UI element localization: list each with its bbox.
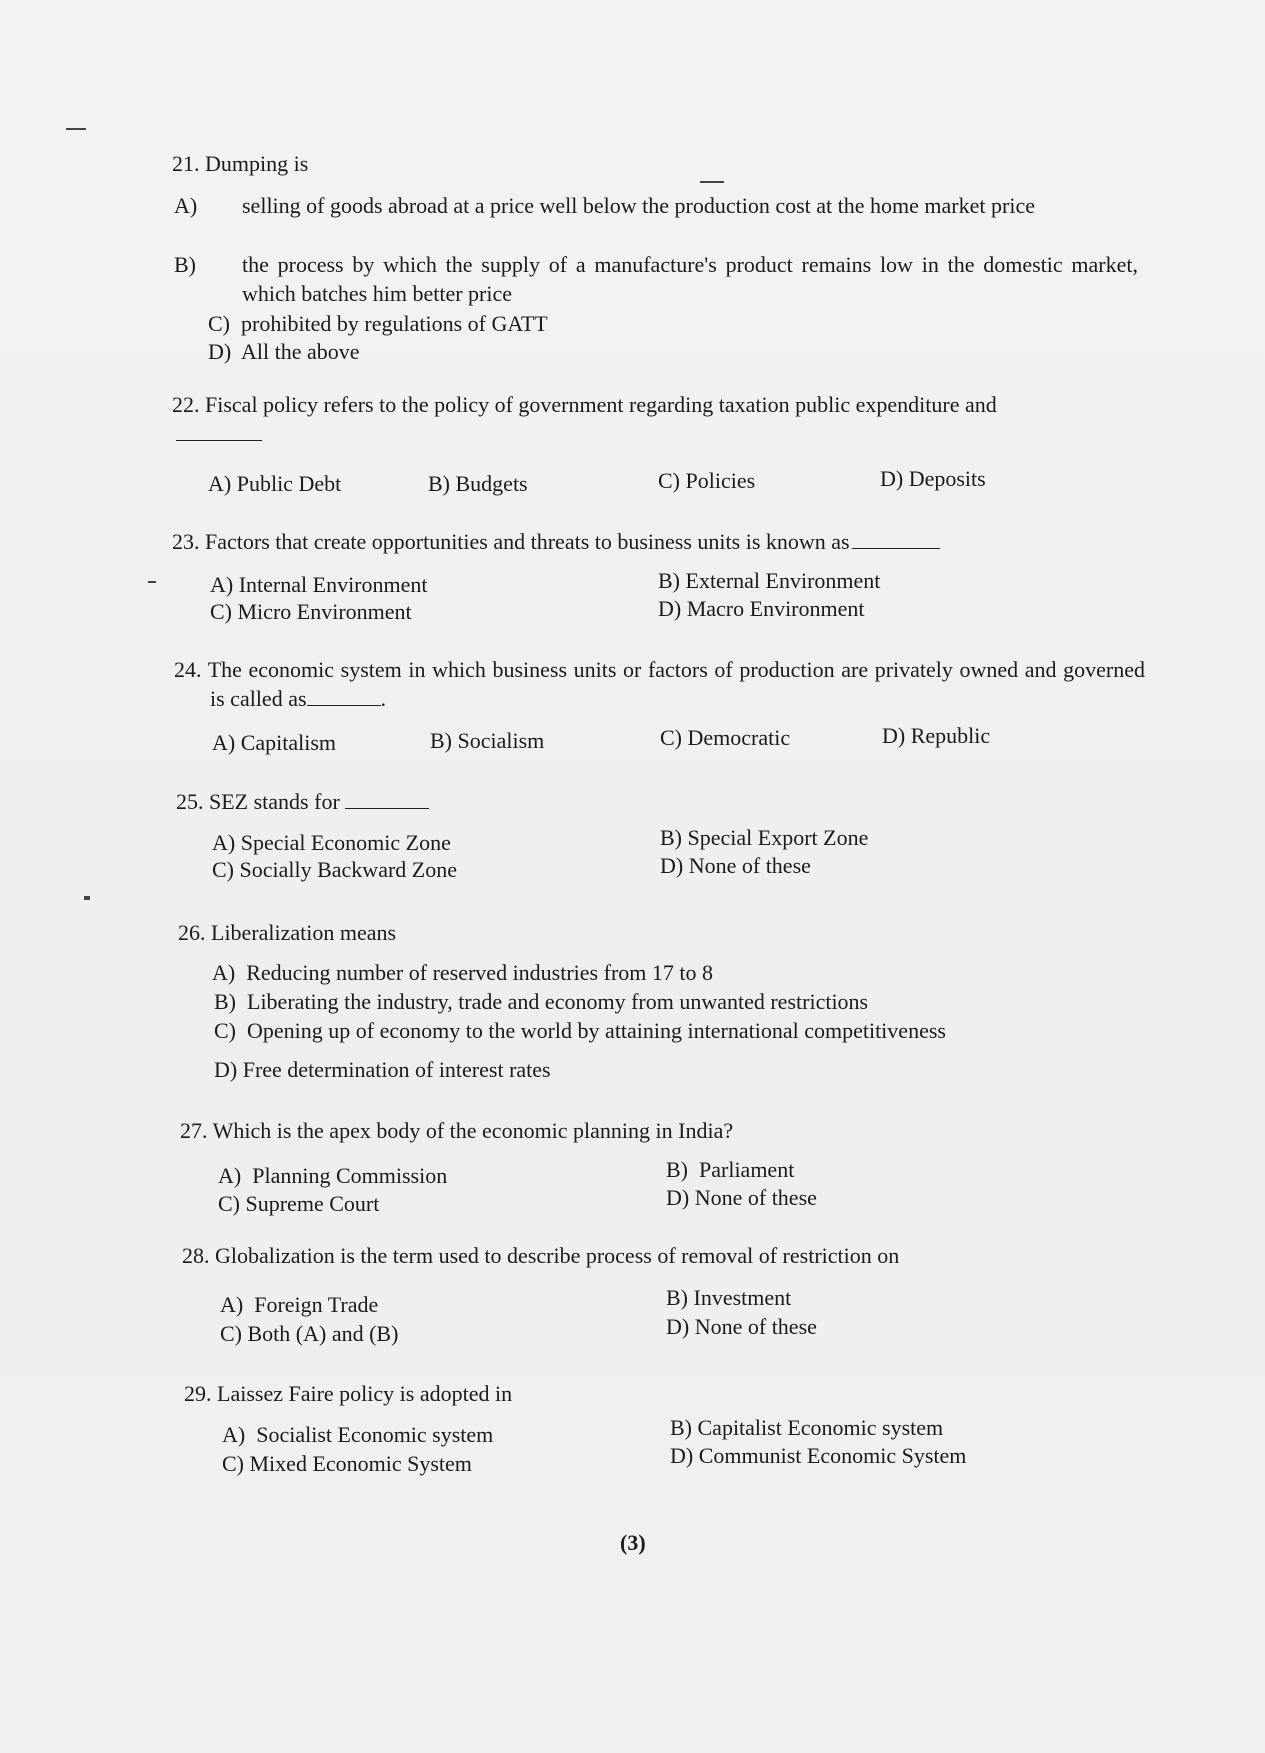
option-text: Opening up of economy to the world by attaining international competitiveness: [247, 1018, 946, 1043]
option-label: C): [660, 725, 682, 750]
option-label: D): [666, 1185, 690, 1210]
question-text: Fiscal policy refers to the policy of government regarding taxation public expenditure and: [205, 392, 997, 417]
option-22c: [658, 467, 755, 495]
option-label: A): [210, 572, 234, 597]
question-number: 26.: [178, 920, 206, 945]
answer-blank: [176, 420, 262, 441]
option-26b: [214, 988, 868, 1016]
option-text: Capitalism: [240, 730, 337, 755]
option-text: Socialism: [457, 728, 545, 753]
option-label: C): [214, 1018, 236, 1043]
option-label: A): [212, 960, 236, 985]
option-28d: [666, 1313, 817, 1341]
question-28: [182, 1241, 899, 1270]
option-27b: [666, 1156, 794, 1184]
option-text: Planning Commission: [252, 1163, 448, 1188]
option-text: Foreign Trade: [254, 1292, 379, 1317]
option-label: B): [430, 728, 452, 753]
question-27: [180, 1116, 733, 1145]
option-label: B): [666, 1285, 688, 1310]
option-26d: [214, 1056, 551, 1084]
option-text: Parliament: [699, 1157, 795, 1182]
option-label: D): [214, 1057, 238, 1082]
option-label: D): [882, 723, 906, 748]
option-label: A): [220, 1292, 244, 1317]
option-29a: [222, 1421, 493, 1449]
option-label: B): [660, 825, 682, 850]
option-text: Communist Economic System: [698, 1443, 967, 1468]
option-text: Budgets: [455, 471, 528, 496]
option-text: Socialist Economic system: [256, 1422, 494, 1447]
question-text: The economic system in which business units or factors of production are privately owned and governed is called as: [207, 657, 1146, 711]
question-text: Globalization is the term used to describe process of removal of restriction on: [215, 1243, 900, 1268]
option-24a: [212, 729, 336, 757]
question-number: 21.: [172, 151, 200, 176]
option-text: Reducing number of reserved industries from 17 to 8: [246, 960, 713, 985]
option-label: D): [670, 1443, 694, 1468]
option-26c: [214, 1017, 946, 1045]
option-label: B): [666, 1157, 688, 1182]
option-label: A): [212, 730, 236, 755]
option-label: B): [670, 1415, 692, 1440]
option-text: Free determination of interest rates: [242, 1057, 551, 1082]
question-number: 28.: [182, 1243, 210, 1268]
option-26a: [212, 959, 713, 987]
option-text: None of these: [688, 853, 811, 878]
option-28b: [666, 1284, 791, 1312]
option-29d: [670, 1442, 966, 1470]
option-label: C): [208, 311, 230, 336]
option-text: Socially Backward Zone: [239, 857, 457, 882]
question-26: [178, 918, 396, 947]
option-text: prohibited by regulations of GATT: [241, 311, 548, 336]
question-number: 22.: [172, 392, 200, 417]
answer-blank: [345, 788, 429, 809]
option-text: None of these: [694, 1314, 817, 1339]
question-number: 27.: [180, 1118, 208, 1143]
option-text: selling of goods abroad at a price well below the production cost at the home market price: [242, 193, 1035, 218]
option-label: D): [880, 466, 904, 491]
option-label: B): [174, 252, 196, 277]
option-28a: [220, 1291, 378, 1319]
option-27c: [218, 1190, 379, 1218]
option-29c: [222, 1450, 472, 1478]
answer-blank: [852, 528, 940, 549]
question-25: [176, 787, 429, 816]
option-label: B): [428, 471, 450, 496]
question-29: [184, 1379, 512, 1408]
option-text: Republic: [910, 723, 991, 748]
question-22: [172, 390, 997, 448]
option-22a: [208, 470, 341, 498]
option-label: D): [660, 853, 684, 878]
option-text: Special Export Zone: [687, 825, 869, 850]
option-label: C): [658, 468, 680, 493]
option-29b: [670, 1414, 943, 1442]
option-label: A): [212, 830, 236, 855]
option-label: B): [214, 989, 236, 1014]
option-label: A): [174, 193, 198, 218]
option-text: Special Economic Zone: [240, 830, 451, 855]
option-label: D): [658, 596, 682, 621]
option-label: A): [208, 471, 232, 496]
option-23b: [658, 567, 880, 595]
scan-mark: [66, 128, 86, 130]
option-text: Macro Environment: [686, 596, 865, 621]
option-21d: [208, 338, 360, 366]
option-28c: [220, 1320, 398, 1348]
option-text: Democratic: [687, 725, 791, 750]
option-text: Deposits: [908, 466, 986, 491]
option-text: Capitalist Economic system: [697, 1415, 944, 1440]
question-text: Dumping is: [205, 151, 309, 176]
option-24c: [660, 724, 790, 752]
option-label: C): [212, 857, 234, 882]
option-23a: [210, 571, 428, 599]
question-21: [172, 149, 308, 178]
option-text: Supreme Court: [245, 1191, 380, 1216]
option-text: Liberating the industry, trade and economy from unwanted restrictions: [247, 989, 869, 1014]
option-label: D): [666, 1314, 690, 1339]
option-label: A): [218, 1163, 242, 1188]
option-25b: [660, 824, 868, 852]
option-24d: [882, 722, 990, 750]
option-22b: [428, 470, 528, 498]
question-text: Liberalization means: [211, 920, 397, 945]
question-number: 24.: [174, 657, 202, 682]
option-24b: [430, 727, 544, 755]
option-21c: [208, 310, 548, 338]
option-27a: [218, 1162, 447, 1190]
page-number: (3): [620, 1530, 646, 1555]
question-number: 25.: [176, 789, 204, 814]
scan-mark: [148, 581, 156, 583]
question-text: Factors that create opportunities and threats to business units is known as: [205, 529, 850, 554]
option-text: All the above: [241, 339, 360, 364]
question-23: [172, 527, 940, 556]
question-text: Laissez Faire policy is adopted in: [217, 1381, 513, 1406]
option-21a: [174, 191, 1138, 220]
option-23d: [658, 595, 865, 623]
option-text: External Environment: [685, 568, 881, 593]
option-text: the process by which the supply of a manufacture's product remains low in the domestic market, which batches him better price: [242, 252, 1138, 306]
option-label: A): [222, 1422, 246, 1447]
question-number: 29.: [184, 1381, 212, 1406]
option-label: C): [222, 1451, 244, 1476]
question-text: SEZ stands for: [209, 789, 340, 814]
option-text: Micro Environment: [237, 599, 412, 624]
option-label: D): [208, 339, 232, 364]
answer-blank: [307, 685, 381, 706]
question-number: 23.: [172, 529, 200, 554]
option-text: Mixed Economic System: [249, 1451, 472, 1476]
scan-mark: [700, 181, 724, 183]
option-text: Internal Environment: [238, 572, 428, 597]
option-label: C): [220, 1321, 242, 1346]
scan-mark: [84, 896, 90, 900]
option-25a: [212, 829, 451, 857]
option-21b: [174, 250, 1138, 308]
option-label: B): [658, 568, 680, 593]
option-label: C): [218, 1191, 240, 1216]
option-text: Policies: [685, 468, 756, 493]
option-27d: [666, 1184, 817, 1212]
option-22d: [880, 465, 986, 493]
option-text: Investment: [693, 1285, 792, 1310]
option-25c: [212, 856, 457, 884]
option-text: Public Debt: [236, 471, 342, 496]
question-24: 24. The economic system in which business units or factors of production are privately owned and governed is called as .: [174, 657, 1146, 711]
question-text: Which is the apex body of the economic planning in India?: [212, 1118, 734, 1143]
option-text: Both (A) and (B): [247, 1321, 399, 1346]
option-25d: [660, 852, 811, 880]
option-text: None of these: [694, 1185, 817, 1210]
option-label: C): [210, 599, 232, 624]
option-23c: [210, 598, 412, 626]
